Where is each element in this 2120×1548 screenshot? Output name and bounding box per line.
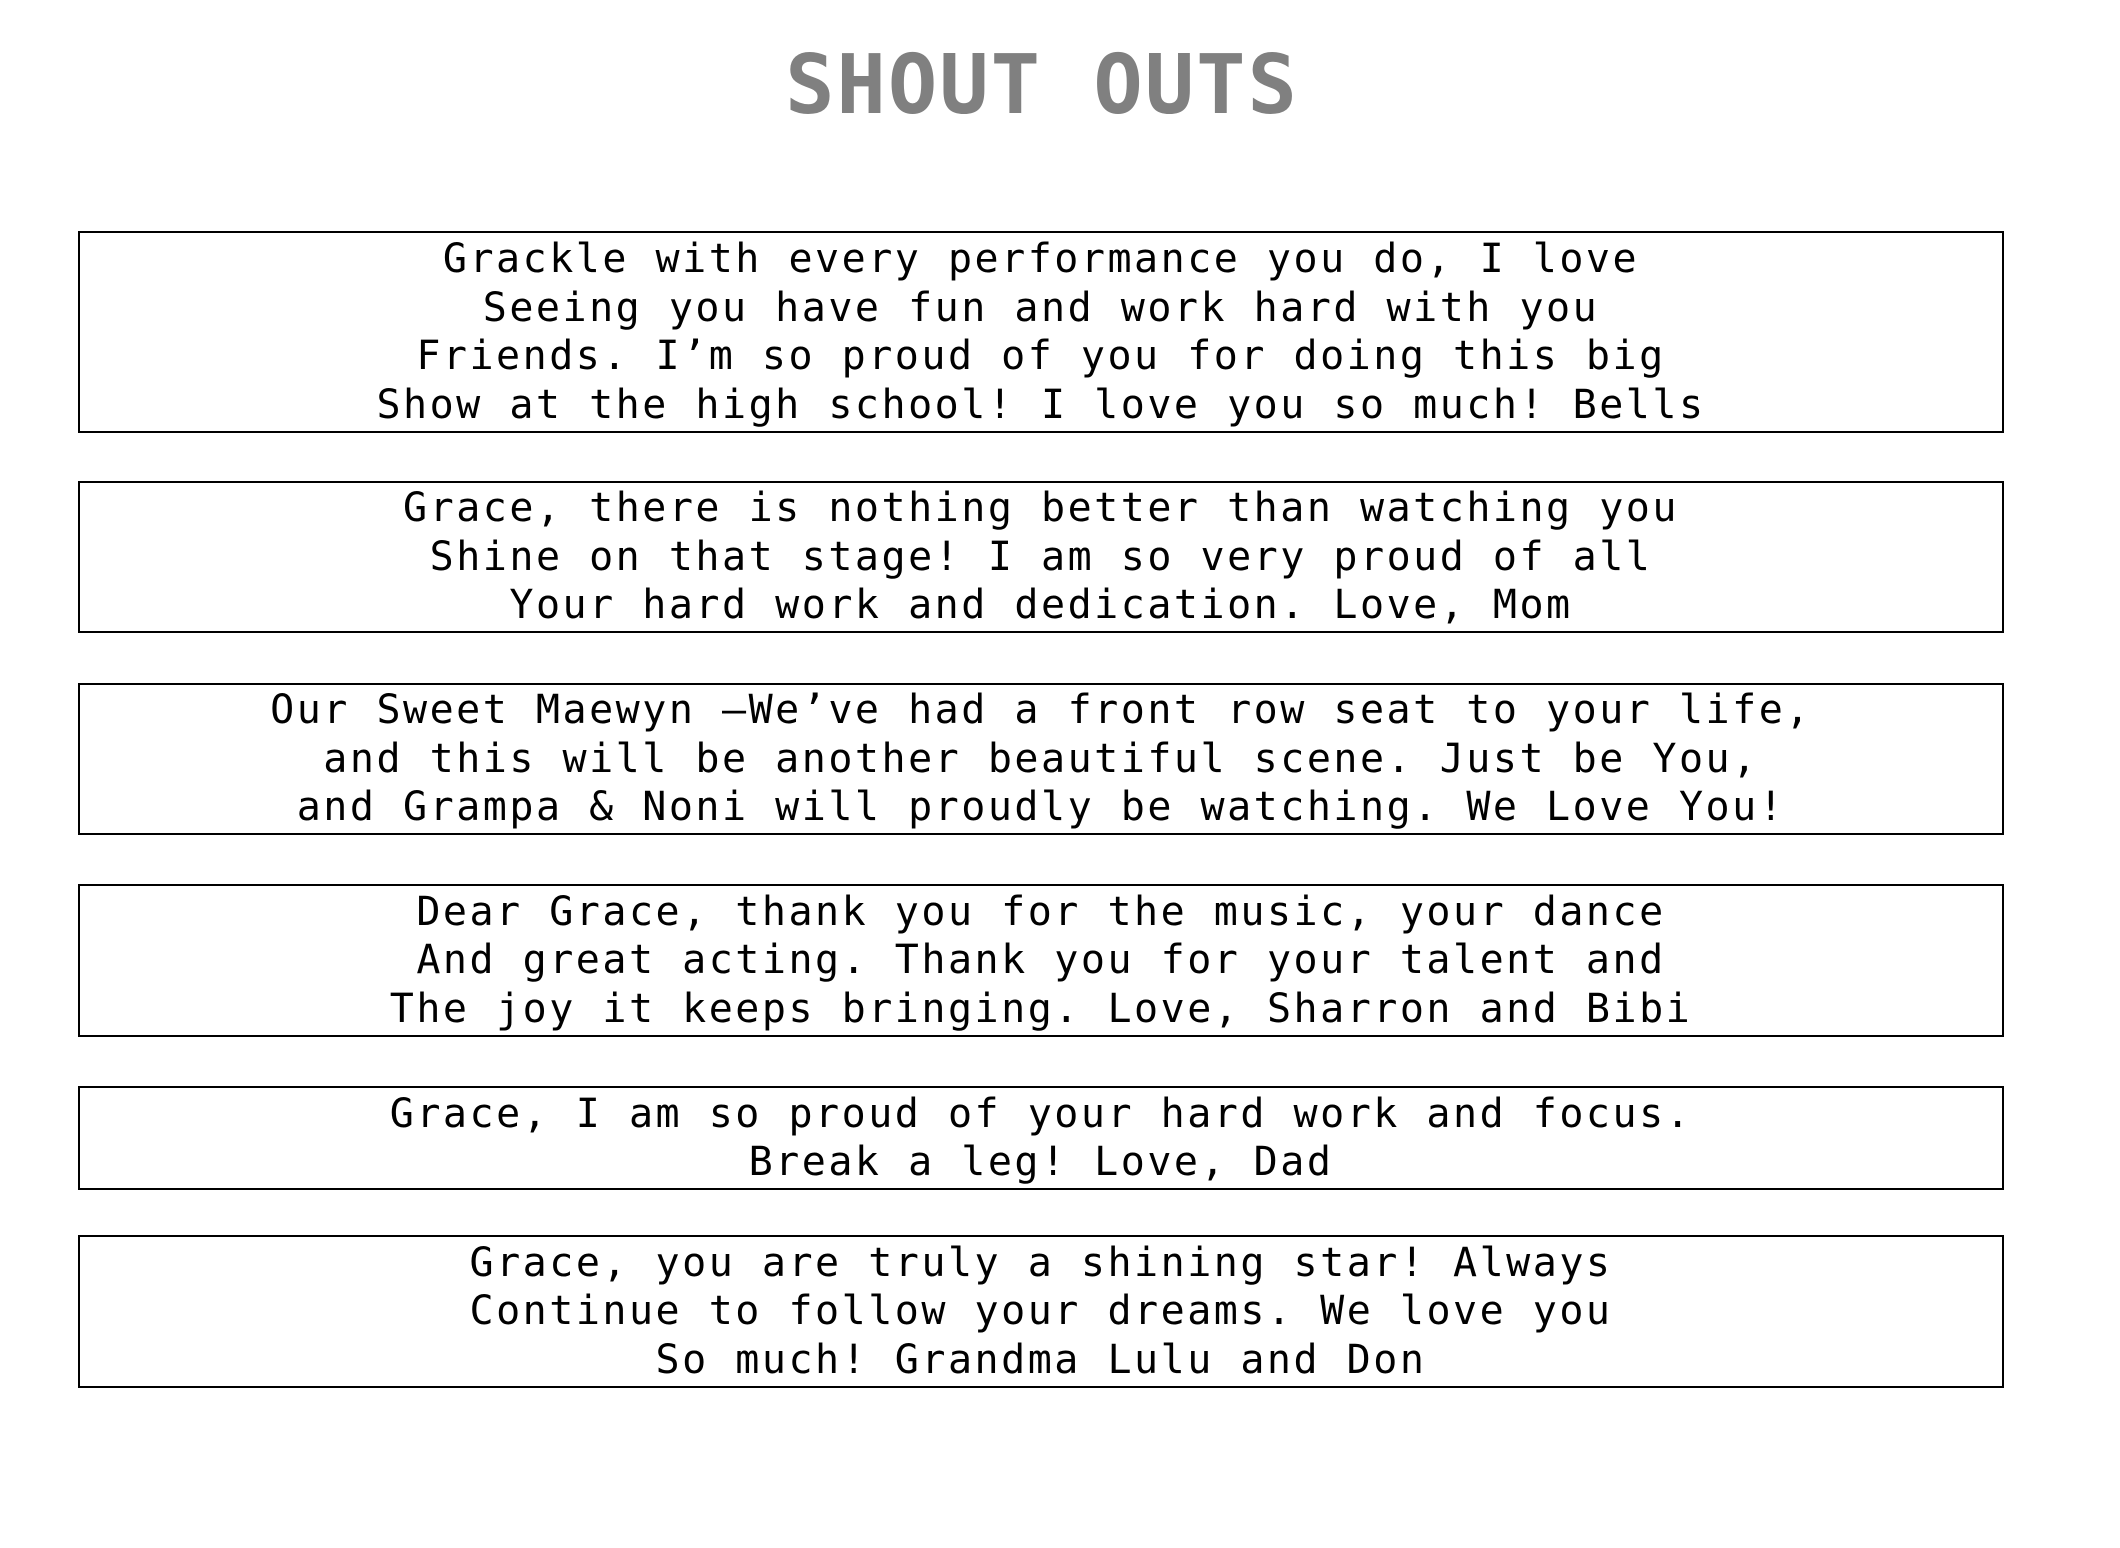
shout-out-line: Grace, there is nothing better than watching you bbox=[403, 485, 1679, 532]
shout-out-line: So much! Grandma Lulu and Don bbox=[655, 1336, 1427, 1383]
shout-out-line: Show at the high school! I love you so much! Bells bbox=[376, 381, 1706, 428]
shout-out-line: And great acting. Thank you for your talent and bbox=[416, 937, 1666, 984]
shout-out-box-2 bbox=[78, 481, 2004, 633]
shout-out-line: and Grampa & Noni will proudly be watching. We Love You! bbox=[296, 784, 1786, 831]
page-title: SHOUT OUTS bbox=[785, 38, 1299, 133]
shout-out-line: Grace, I am so proud of your hard work and focus. bbox=[389, 1090, 1693, 1137]
shout-out-line: Grace, you are truly a shining star! Always bbox=[469, 1239, 1613, 1286]
shout-out-box-5 bbox=[78, 1086, 2004, 1190]
shout-out-line: Friends. I’m so proud of you for doing this big bbox=[416, 333, 1666, 379]
shout-out-line: The joy it keeps bringing. Love, Sharron and Bibi bbox=[389, 985, 1693, 1032]
shout-out-line: Break a leg! Love, Dad bbox=[748, 1139, 1334, 1185]
shout-out-box-4 bbox=[78, 884, 2004, 1037]
shout-out-line: Continue to follow your dreams. We love you bbox=[469, 1288, 1613, 1335]
shout-out-line: Your hard work and dedication. Love, Mom bbox=[509, 582, 1573, 629]
shout-out-box-3 bbox=[78, 683, 2004, 835]
shout-out-line: Grackle with every performance you do, I love bbox=[442, 236, 1640, 282]
shout-out-line: Shine on that stage! I am so very proud of all bbox=[429, 533, 1653, 580]
shout-out-line: Our Sweet Maewyn –We’ve had a front row seat to your life, bbox=[270, 687, 1812, 734]
shout-out-box-6 bbox=[78, 1235, 2004, 1388]
shout-out-line: Seeing you have fun and work hard with you bbox=[482, 284, 1600, 331]
shout-out-box-1 bbox=[78, 231, 2004, 433]
shout-out-line: and this will be another beautiful scene. Just be You, bbox=[323, 735, 1759, 782]
shout-out-line: Dear Grace, thank you for the music, your dance bbox=[416, 888, 1666, 935]
